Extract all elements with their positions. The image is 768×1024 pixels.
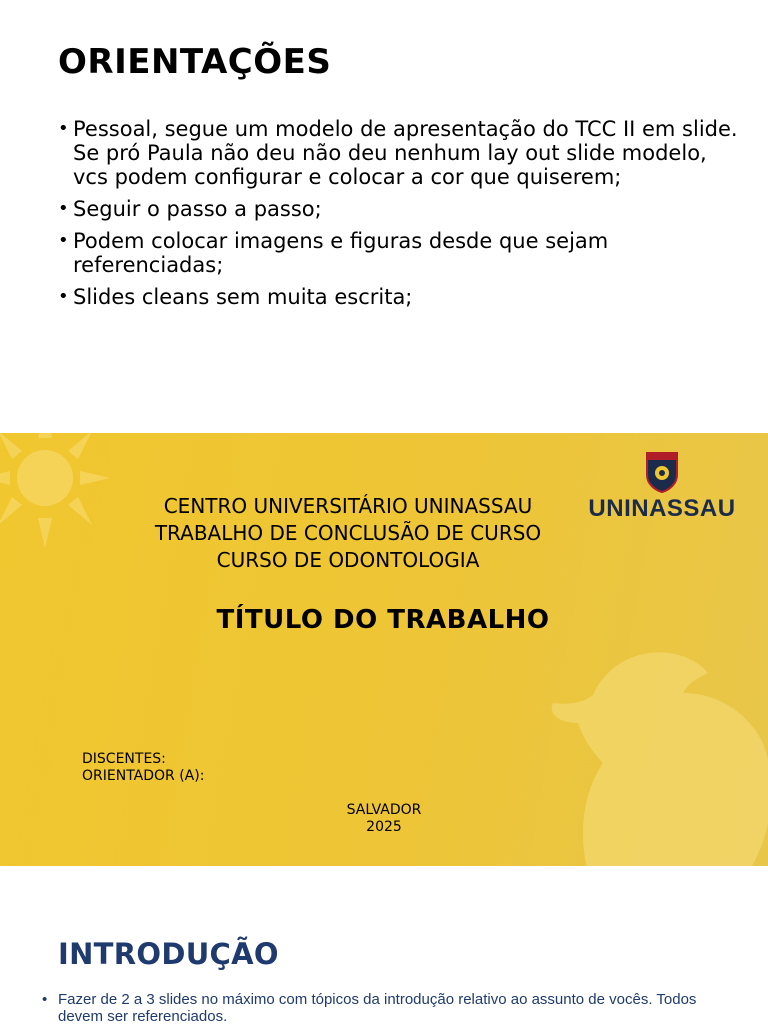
advisor-label: ORIENTADOR (A):: [82, 768, 205, 784]
slide-title-page: [0, 433, 768, 866]
header-line: CENTRO UNIVERSITÁRIO UNINASSAU: [163, 494, 533, 518]
header-line: CURSO DE ODONTOLOGIA: [216, 548, 480, 572]
city-label: SALVADOR: [346, 802, 422, 818]
bullet-item: • Pessoal, segue um modelo de apresentação do TCC II em slide. Se pró Paula não deu não deu nenhum lay out slide modelo, vcs podem configurar e colocar a cor que quiserem;: [58, 117, 738, 189]
bullet-item: • Fazer de 2 a 3 slides no máximo com tópicos da introdução relativo ao assunto de vocês. Todos devem ser referenciados.: [42, 991, 742, 1024]
crest-icon: [645, 451, 679, 493]
uninassau-logo: [582, 451, 742, 523]
bullet-item: • Seguir o passo a passo;: [58, 197, 738, 221]
slide-introducao: [0, 867, 768, 1024]
bullet-list: [58, 117, 738, 317]
work-title: TÍTULO DO TRABALHO: [216, 605, 550, 635]
brand-name: UNINASSAU: [588, 495, 736, 522]
people-block: [82, 751, 204, 785]
institution-header: [100, 493, 596, 574]
bullet-item: • Slides cleans sem muita escrita;: [58, 285, 738, 309]
bullet-list: [42, 991, 742, 1024]
students-label: DISCENTES:: [82, 751, 166, 767]
slide-title: ORIENTAÇÕES: [58, 42, 332, 82]
slide-title: INTRODUÇÃO: [58, 937, 279, 971]
year-label: 2025: [366, 819, 402, 835]
header-line: TRABALHO DE CONCLUSÃO DE CURSO: [154, 521, 542, 545]
place-date-block: [284, 802, 484, 836]
slide-orientacoes: [0, 0, 768, 432]
eagle-watermark-icon: [548, 633, 768, 866]
bullet-item: • Podem colocar imagens e figuras desde que sejam referenciadas;: [58, 229, 738, 277]
